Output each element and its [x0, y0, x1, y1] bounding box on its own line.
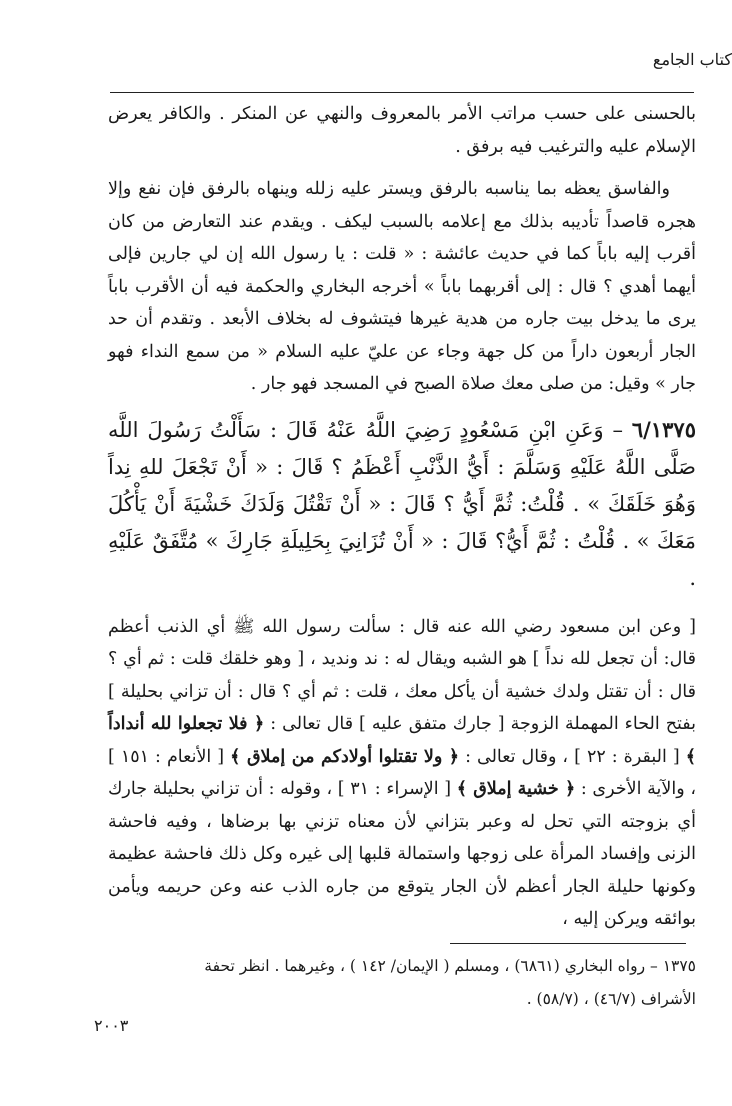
header-rule	[110, 92, 694, 93]
footnote-rule	[450, 943, 686, 944]
commentary	[108, 611, 696, 936]
hadith-block	[108, 411, 696, 597]
running-header-title: كتاب الجامع	[652, 50, 732, 69]
footnote-line-2: الأشراف (٤٦/٧) ، (٥٨/٧) .	[526, 990, 696, 1008]
hadith-text: – وَعَنِ ابْنِ مَسْعُودٍ رَضِيَ اللَّهُ عَنْهُ قَالَ : سَأَلْتُ رَسُولَ اللَّه صَلَّى اللَّهُ عَلَيْهِ وَسَلَّمَ : أَيُّ الذَّنْبِ أَعْظَمُ ؟ قَالَ : « أَنْ تَجْعَلَ للهِ نِداً وَهُوَ خَلَقَكَ » . قُلْتُ: ثُمَّ أَيُّ ؟ قَالَ : « أَنْ تَقْتُلَ وَلَدَكَ خَشْيَةَ أَنْ يَأْكُلَ مَعَكَ » . قُلْتُ : ثُمَّ أَيُّ؟ قَالَ : « أَنْ تُزَانِيَ بِحَلِيلَةِ جَارِكَ » مُتَّفَقٌ عَلَيْهِ .	[108, 417, 696, 590]
commentary-part-4: [ الإسراء : ٣١ ] ، وقوله : أن تزاني بحليلة جارك أي بزوجته التي تحل له وعبر بتزاني لأن معناه تزني بها برضاها ، وفيه فاحشة الزنى وإفساد المرأة على زوجها واستمالة قلبها إلى غيره وكل ذلك فاحشة عظيمة وكونها حليلة الجار أعظم لأن الجار يتوقع من جاره الذب عنه وعن حريمه ويأمن بوائقه ويركن إليه ،	[108, 779, 696, 929]
quran-quote-1: ﴿ فلا تجعلوا لله أنداداً ﴾	[108, 714, 696, 767]
paragraph-2: والفاسق يعظه بما يناسبه بالرفق ويستر عليه زلله وينهاه بالرفق فإن نفع وإلا هجره قاصداً تأديبه بذلك مع إعلامه بالسبب ليكف . ويقدم عند التعارض من كان أقرب إليه باباً كما في حديث عائشة : « قلت : يا رسول الله إن لي جارين فإلى أيهما أهدي ؟ قال : إلى أقربهما باباً » أخرجه البخاري والحكمة فيه أن الأقرب باباً يرى ما يدخل بيت جاره من هدية غيرها فيتشوف له بخلاف الأبعد . وتقدم أن حد الجار أربعون داراً من كل جهة وجاء عن عليّ عليه السلام « من سمع النداء فهو جار » وقيل: من صلى معك صلاة الصبح في المسجد فهو جار .	[108, 179, 696, 394]
commentary-part-3: [ الأنعام : ١٥١ ] ، والآية الأخرى :	[108, 746, 696, 799]
commentary-part-2: [ البقرة : ٢٢ ] ، وقال تعالى :	[465, 746, 680, 767]
footnote-line-1: ١٣٧٥ – رواه البخاري (٦٨٦١) ، ومسلم ( الإيمان/ ١٤٢ ) ، وغيرهما . انظر تحفة	[204, 957, 696, 975]
commentary-part-1: [ وعن ابن مسعود رضي الله عنه قال : سألت رسول الله ﷺ أي الذنب أعظم قال: أن تجعل لله نداً ] هو الشبه ويقال له : ند ونديد ، [ وهو خلقك قلت : ثم أي ؟ قال : أن تقتل ولدك خشية أن يأكل معك ، قلت : ثم أي ؟ قال : أن تزاني بحليلة ] بفتح الحاء المهملة الزوجة [ جارك متفق عليه ] قال تعالى :	[108, 616, 696, 734]
paragraph-1: بالحسنى على حسب مراتب الأمر بالمعروف والنهي عن المنكر . والكافر يعرض الإسلام عليه والترغيب فيه برفق .	[108, 104, 696, 157]
page-number: ٢٠٠٣	[94, 1016, 129, 1035]
quran-quote-2: ﴿ ولا تقتلوا أولادكم من إملاق ﴾	[230, 746, 460, 767]
quran-quote-3: ﴿ خشية إملاق ﴾	[456, 779, 576, 799]
hadith-number: ٦/١٣٧٥	[631, 416, 696, 442]
main-text	[108, 98, 696, 936]
footnote	[108, 950, 696, 1016]
